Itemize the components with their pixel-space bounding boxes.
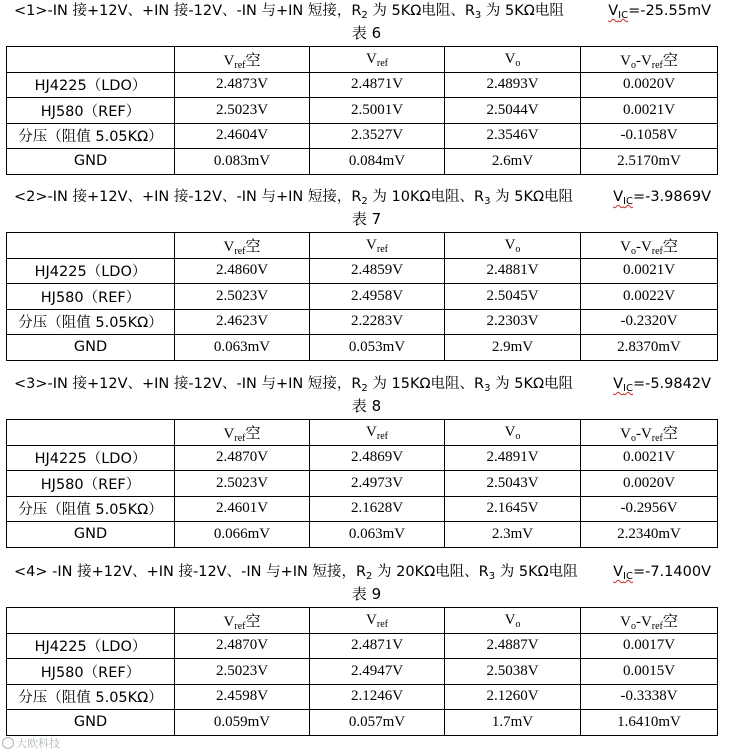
header-cell-vref-empty: $V_{ref}$空 [175,47,310,73]
watermark-logo-icon [2,737,14,749]
table-cell: 0.083mV [175,149,310,175]
table-cell: 2.4947V [310,659,445,685]
table-cell: 0.063mV [310,522,445,548]
table-cell: 2.5001V [310,98,445,124]
header-cell-vo: $V_o$ [445,420,581,446]
header-cell-vo-minus-vref-empty: $V_o-V_{ref}$空 [581,420,718,446]
table-title: 表 7 [351,210,382,228]
table-cell: 2.5023V [175,471,310,497]
table-cell: 2.4891V [445,445,581,471]
condition-text: <4> -IN 接+12V、+IN 接-12V、-IN 与+IN 短接，$R_2$ 为 20KΩ电阻、$R_3$ 为 5KΩ电阻 [14,564,578,582]
row-label: GND [7,710,175,736]
header-cell-vref-empty: $V_{ref}$空 [175,420,310,446]
table-cell: 2.1246V [310,684,445,710]
table-cell: 2.5044V [445,98,581,124]
table-cell: 0.0021V [581,445,718,471]
table-row [7,659,718,685]
header-cell-vref: $V_{ref}$ [310,233,445,259]
table-cell: 2.4869V [310,445,445,471]
table-cell: 2.1260V [445,684,581,710]
table-cell: 2.4958V [310,284,445,310]
table-row [7,149,718,175]
row-label: HJ4225（LDO） [7,445,175,471]
table-cell: 2.5023V [175,659,310,685]
table-title: 表 6 [351,24,382,42]
condition-text: <3>-IN 接+12V、+IN 接-12V、-IN 与+IN 短接，$R_2$ 为 15KΩ电阻、$R_3$ 为 5KΩ电阻 [14,376,574,394]
condition-line [0,561,733,583]
row-label: 分压（阻值 5.05KΩ） [7,684,175,710]
header-cell-vo-minus-vref-empty: $V_o-V_{ref}$空 [581,608,718,634]
row-label: 分压（阻值 5.05KΩ） [7,309,175,335]
data-table [6,607,718,736]
header-cell-vref-empty: $V_{ref}$空 [175,233,310,259]
row-label: 分压（阻值 5.05KΩ） [7,123,175,149]
table-cell: 1.6410mV [581,710,718,736]
table-row [7,258,718,284]
table-cell: 2.4881V [445,258,581,284]
table-cell: 2.4870V [175,445,310,471]
table-cell: 2.2283V [310,309,445,335]
header-row [7,233,718,259]
table-cell: 2.4973V [310,471,445,497]
table-row [7,72,718,98]
table-cell: 2.4893V [445,72,581,98]
row-label: 分压（阻值 5.05KΩ） [7,496,175,522]
table-cell: 0.0022V [581,284,718,310]
row-label: GND [7,335,175,361]
row-label: HJ4225（LDO） [7,72,175,98]
table-cell: 2.3546V [445,123,581,149]
table-cell: 2.5043V [445,471,581,497]
table-title: 表 8 [351,397,382,415]
header-row [7,420,718,446]
table-row [7,710,718,736]
table-cell: 2.5038V [445,659,581,685]
table-cell: 2.4598V [175,684,310,710]
measurement-block-4 [0,561,733,731]
table-row [7,471,718,497]
table-cell: 2.1628V [310,496,445,522]
table-cell: 0.0021V [581,258,718,284]
table-cell: 2.1645V [445,496,581,522]
header-cell-vref: $V_{ref}$ [310,608,445,634]
condition-text: <1>-IN 接+12V、+IN 接-12V、-IN 与+IN 短接，$R_2$ 为 5KΩ电阻、$R_3$ 为 5KΩ电阻 [14,3,564,21]
table-cell: 2.4601V [175,496,310,522]
table-cell: 0.0015V [581,659,718,685]
table-row [7,309,718,335]
condition-text: <2>-IN 接+12V、+IN 接-12V、-IN 与+IN 短接，$R_2$ 为 10KΩ电阻、$R_3$ 为 5KΩ电阻 [14,189,574,207]
header-cell-vref: $V_{ref}$ [310,47,445,73]
table-cell: -0.2956V [581,496,718,522]
table-cell: 2.4887V [445,633,581,659]
table-title: 表 9 [351,585,382,603]
measurement-block-3 [0,373,733,543]
table-row [7,123,718,149]
table-cell: 0.057mV [310,710,445,736]
data-table [6,419,718,548]
header-cell-vref: $V_{ref}$ [310,420,445,446]
table-cell: 2.9mV [445,335,581,361]
table-cell: 2.2303V [445,309,581,335]
table-cell: 0.053mV [310,335,445,361]
table-row [7,284,718,310]
table-cell: 0.0020V [581,471,718,497]
row-label: HJ580（REF） [7,471,175,497]
table-cell: 0.0017V [581,633,718,659]
table-row [7,445,718,471]
table-cell: 0.063mV [175,335,310,361]
table-cell: 0.059mV [175,710,310,736]
row-label: HJ4225（LDO） [7,633,175,659]
table-cell: -0.2320V [581,309,718,335]
vic-value: $V_{IC}=-3.9869V$ [613,189,711,207]
table-cell: -0.1058V [581,123,718,149]
table-row [7,522,718,548]
table-cell: 2.4604V [175,123,310,149]
table-cell: 2.4873V [175,72,310,98]
header-cell-blank [7,420,175,446]
vic-value: $V_{IC}=-7.1400V$ [613,564,711,582]
table-cell: 0.0020V [581,72,718,98]
watermark: 大欧科技 [2,735,60,751]
measurement-block-1 [0,0,733,170]
table-cell: 2.4859V [310,258,445,284]
table-cell: 2.4871V [310,72,445,98]
table-cell: 2.5170mV [581,149,718,175]
table-cell: 2.4871V [310,633,445,659]
table-row [7,335,718,361]
row-label: HJ580（REF） [7,98,175,124]
condition-line [0,373,733,395]
table-row [7,633,718,659]
condition-line [0,186,733,208]
row-label: GND [7,149,175,175]
table-row [7,496,718,522]
table-cell: 0.084mV [310,149,445,175]
table-cell: 2.5045V [445,284,581,310]
table-cell: 0.0021V [581,98,718,124]
table-cell: 1.7mV [445,710,581,736]
condition-line [0,0,733,22]
data-table [6,46,718,175]
header-cell-blank [7,608,175,634]
table-cell: 0.066mV [175,522,310,548]
header-cell-vo: $V_o$ [445,608,581,634]
header-cell-blank [7,233,175,259]
table-cell: 2.5023V [175,284,310,310]
header-cell-vo: $V_o$ [445,233,581,259]
table-row [7,684,718,710]
header-cell-vo-minus-vref-empty: $V_o-V_{ref}$空 [581,47,718,73]
vic-value: $V_{IC}=-5.9842V$ [613,376,711,394]
table-cell: 2.5023V [175,98,310,124]
row-label: HJ4225（LDO） [7,258,175,284]
header-row [7,608,718,634]
table-cell: 2.3527V [310,123,445,149]
row-label: HJ580（REF） [7,659,175,685]
table-cell: 2.2340mV [581,522,718,548]
data-table [6,232,718,361]
header-cell-vo-minus-vref-empty: $V_o-V_{ref}$空 [581,233,718,259]
header-cell-vref-empty: $V_{ref}$空 [175,608,310,634]
header-row [7,47,718,73]
vic-value: $V_{IC}=-25.55mV$ [608,3,711,21]
table-row [7,98,718,124]
table-cell: 2.3mV [445,522,581,548]
table-cell: 2.4623V [175,309,310,335]
table-cell: 2.6mV [445,149,581,175]
table-cell: 2.4870V [175,633,310,659]
table-cell: 2.8370mV [581,335,718,361]
header-cell-blank [7,47,175,73]
table-cell: -0.3338V [581,684,718,710]
header-cell-vo: $V_o$ [445,47,581,73]
row-label: HJ580（REF） [7,284,175,310]
measurement-block-2 [0,186,733,356]
table-cell: 2.4860V [175,258,310,284]
row-label: GND [7,522,175,548]
